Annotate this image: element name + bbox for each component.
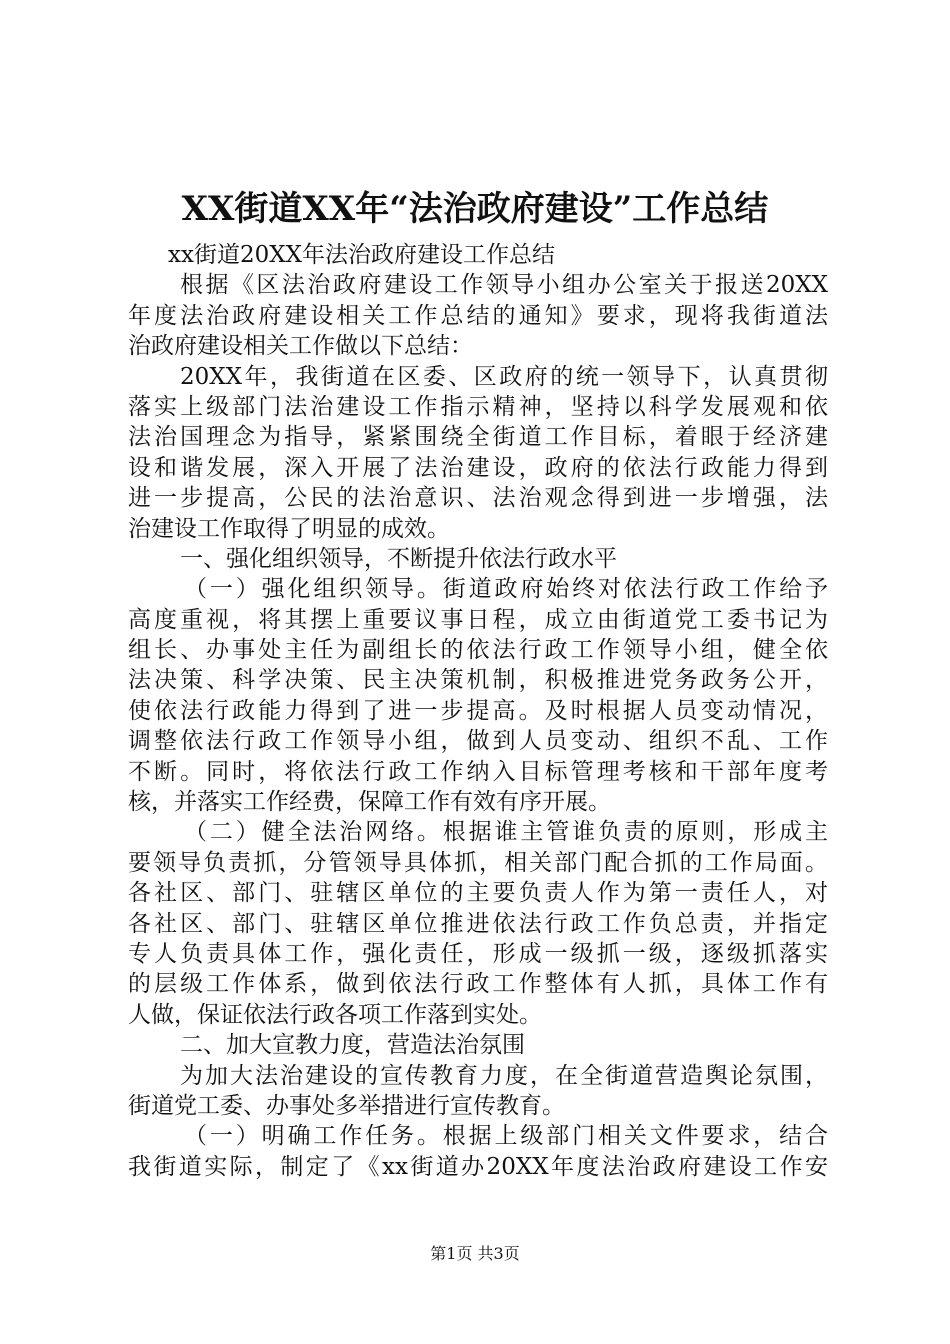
paragraph-line: 要领导负责抓，分管领导具体抓，相关部门配合抓的工作局面。 [128, 849, 828, 876]
paragraph-line: 法治国理念为指导，紧紧围绕全街道工作目标，着眼于经济建 [128, 424, 828, 451]
section-heading: 一、强化组织领导，不断提升依法行政水平 [180, 545, 617, 572]
paragraph-line: 高度重视，将其摆上重要议事日程，成立由街道党工委书记为 [128, 606, 828, 633]
paragraph-line: 不断。同时，将依法行政工作纳入目标管理考核和干部年度考 [128, 758, 828, 785]
paragraph-line: 进一步提高，公民的法治意识、法治观念得到进一步增强，法 [128, 485, 828, 512]
paragraph-line: 各社区、部门、驻辖区单位的主要负责人作为第一责任人，对 [128, 880, 828, 907]
paragraph-line: 核，并落实工作经费，保障工作有效有序开展。 [128, 789, 611, 816]
subtitle-line: xx街道20XX年法治政府建设工作总结 [168, 242, 555, 268]
paragraph-line: （一）强化组织领导。街道政府始终对依法行政工作给予 [184, 576, 828, 603]
paragraph-line: 人做，保证依法行政各项工作落到实处。 [128, 1001, 542, 1028]
paragraph-line: 使依法行政能力得到了进一步提高。及时根据人员变动情况， [128, 697, 828, 724]
page-footer: 第1页 共3页 [430, 1244, 520, 1263]
paragraph-line: 组长、办事处主任为副组长的依法行政工作领导小组，健全依 [128, 637, 828, 664]
paragraph-line: 落实上级部门法治建设工作指示精神，坚持以科学发展观和依 [128, 393, 828, 420]
paragraph-line: 20XX年，我街道在区委、区政府的统一领导下，认真贯彻 [180, 363, 828, 390]
paragraph-line: 根据《区法治政府建设工作领导小组办公室关于报送20XX [180, 272, 828, 299]
paragraph-line: 我街道实际，制定了《xx街道办20XX年度法治政府建设工作安 [128, 1153, 828, 1180]
paragraph-line: 调整依法行政工作领导小组，做到人员变动、组织不乱、工作 [128, 728, 828, 755]
paragraph-line: 年度法治政府建设相关工作总结的通知》要求，现将我街道法 [128, 302, 828, 329]
paragraph-line: （一）明确工作任务。根据上级部门相关文件要求，结合 [184, 1123, 828, 1150]
paragraph-line: 设和谐发展，深入开展了法治建设，政府的依法行政能力得到 [128, 454, 828, 481]
paragraph-line: （二）健全法治网络。根据谁主管谁负责的原则，形成主 [184, 819, 828, 846]
document-body [128, 240, 828, 1182]
paragraph-line: 治政府建设相关工作做以下总结： [128, 333, 473, 360]
document-title: XX街道XX年“法治政府建设”工作总结 [181, 189, 769, 229]
paragraph-line: 街道党工委、办事处多举措进行宣传教育。 [128, 1092, 565, 1119]
section-heading: 二、加大宣教力度，营造法治氛围 [180, 1032, 525, 1059]
paragraph-line: 治建设工作取得了明显的成效。 [128, 515, 450, 542]
paragraph-line: 专人负责具体工作，强化责任，形成一级抓一级，逐级抓落实 [128, 940, 828, 967]
paragraph-line: 法决策、科学决策、民主决策机制，积极推进党务政务公开， [128, 667, 828, 694]
paragraph-line: 各社区、部门、驻辖区单位推进依法行政工作负总责，并指定 [128, 910, 828, 937]
paragraph-line: 为加大法治建设的宣传教育力度，在全街道营造舆论氛围， [180, 1062, 828, 1089]
paragraph-line: 的层级工作体系，做到依法行政工作整体有人抓，具体工作有 [128, 971, 828, 998]
